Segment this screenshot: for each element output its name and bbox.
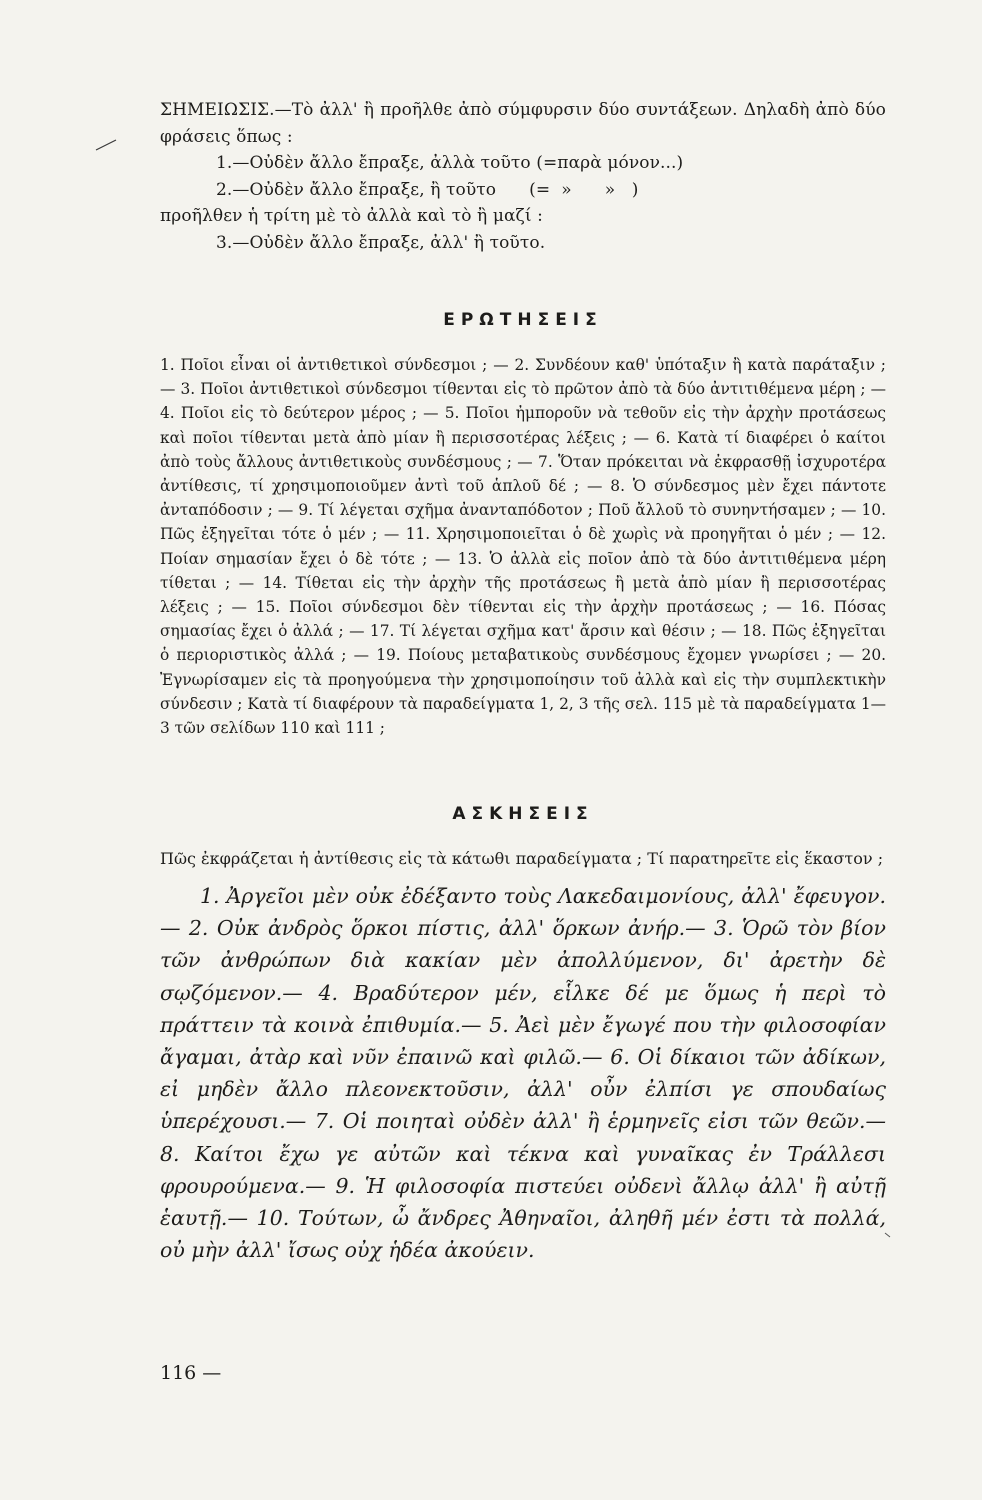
exercises-examples: 1. Ἀργεῖοι μὲν οὐκ ἐδέξαντο τοὺς Λακεδαιμονίους, ἀλλ' ἔφευγον.— 2. Οὐκ ἀνδρὸς ὅρκοι πίστις, ἀλλ' ὅρκων ἀνήρ.— 3. Ὁρῶ τὸν βίον τῶν ἀνθρώπων διὰ κακίαν μὲν ἀπολλύμενον, δι' ἀρετὴν δὲ σῳζόμενον.— 4. Βραδύτερον μέν, εἷλκε δέ με ὅμως ἡ περὶ τὸ πράττειν τὰ κοινὰ ἐπιθυμία.— 5. Ἀεὶ μὲν ἔγωγέ που τὴν φιλοσοφίαν ἄγαμαι, ἀτὰρ καὶ νῦν ἐπαινῶ καὶ φιλῶ.— 6. Οἱ δίκαιοι τῶν ἀδίκων, εἰ μηδὲν ἄλλο πλεονεκτοῦσιν, ἀλλ' οὖν ἐλπίσι γε σπουδαίως ὑπερέχουσι.— 7. Οἱ ποιηταὶ οὐδὲν ἀλλ' ἢ ἑρμηνεῖς εἰσι τῶν θεῶν.— 8. Καίτοι ἔχω γε αὐτῶν καὶ τέκνα καὶ γυναῖκας ἐν Τράλλεσι φρουρούμενα.— 9. Ἡ φιλοσοφία πιστεύει οὐδενὶ ἄλλῳ ἀλλ' ἢ αὐτῇ ἑαυτῇ.— 10. Τούτων, ὦ ἄνδρες Ἀθηναῖοι, ἀληθῆ μέν ἐστι τὰ πολλά, οὐ μὴν ἀλλ' ἴσως οὐχ ἡδέα ἀκούειν. xyxy=(160,884,886,1263)
note-section xyxy=(160,97,886,256)
questions-heading: ΕΡΩΤΗΣΕΙΣ xyxy=(443,310,603,330)
note-example-1: 1.—Οὐδὲν ἄλλο ἔπραξε, ἀλλὰ τοῦτο (=παρὰ μόνον...) xyxy=(216,153,684,173)
questions-text: 1. Ποῖοι εἶναι οἱ ἀντιθετικοὶ σύνδεσμοι ; — 2. Συνδέουν καθ' ὑπόταξιν ἢ κατὰ παράταξιν ; — 3. Ποῖοι ἀντιθετικοὶ σύνδεσμοι τίθενται εἰς τὸ πρῶτον ἀπὸ τὰ δύο ἀντιτιθέμενα μέρη ; — 4. Ποῖοι εἰς τὸ δεύτερον μέρος ; — 5. Ποῖοι ἠμποροῦν νὰ τεθοῦν εἰς τὴν ἀρχὴν προτάσεως καὶ ποῖοι τίθενται μετὰ ἀπὸ μίαν ἢ περισσοτέρας λέξεις ; — 6. Κατὰ τί διαφέρει ὁ καίτοι ἀπὸ τοὺς ἄλλους ἀντιθετικοὺς συνδέσμους ; — 7. Ὅταν πρόκειται νὰ ἐκφρασθῇ ἰσχυροτέρα ἀντίθεσις, τί χρησιμοποιοῦμεν ἀντὶ τοῦ ἁπλοῦ δέ ; — 8. Ὁ σύνδεσμος μὲν ἔχει πάντοτε ἀνταπόδοσιν ; — 9. Τί λέγεται σχῆμα ἀνανταπόδοτον ; Ποῦ ἄλλοῦ τὸ συνηντήσαμεν ; — 10. Πῶς ἐξηγεῖται τότε ὁ μέν ; — 11. Χρησιμοποιεῖται ὁ δὲ χωρὶς νὰ προηγῆται ὁ μέν ; — 12. Ποίαν σημασίαν ἔχει ὁ δὲ τότε ; — 13. Ὁ ἀλλὰ εἰς ποῖον ἀπὸ τὰ δύο ἀντιτιθέμενα μέρη τίθεται ; — 14. Τίθεται εἰς τὴν ἀρχὴν τῆς προτάσεως ἢ μετὰ ἀπὸ μίαν ἢ περισσοτέρας λέξεις ; — 15. Ποῖοι σύνδεσμοι δὲν τίθενται εἰς τὴν ἀρχὴν προτάσεως ; — 16. Πόσας σημασίας ἔχει ὁ ἀλλά ; — 17. Τί λέγεται σχῆμα κατ' ἄρσιν καὶ θέσιν ; — 18. Πῶς ἐξηγεῖται ὁ περιοριστικὸς ἀλλά ; — 19. Ποίους μεταβατικοὺς συνδέσμους ἔχομεν γνωρίσει ; — 20. Ἐγνωρίσαμεν εἰς τὰ προηγούμενα τὴν χρησιμοποίησιν τοῦ ἀλλὰ καὶ εἰς τὴν συμπλεκτικὴν σύνδεσιν ; Κατὰ τί διαφέρουν τὰ παραδείγματα 1, 2, 3 τῆς σελ. 115 μὲ τὰ παραδείγματα 1—3 τῶν σελίδων 110 καὶ 111 ; xyxy=(160,356,886,738)
note-intro: ΣΗΜΕΙΩΣΙΣ.—Τὸ ἀλλ' ἢ προῆλθε ἀπὸ σύμφυρσιν δύο συντάξεων. Δηλαδὴ ἀπὸ δύο φράσεις ὅπως : xyxy=(160,100,886,147)
note-example-3: 3.—Οὐδὲν ἄλλο ἔπραξε, ἀλλ' ἢ τοῦτο. xyxy=(216,232,546,253)
page-number: 116 — xyxy=(160,1362,222,1384)
pencil-tick-mark xyxy=(884,1232,892,1240)
page-content xyxy=(160,0,886,1500)
note-conclusion: προῆλθεν ἡ τρίτη μὲ τὸ ἀλλὰ καὶ τὸ ἢ μαζί : xyxy=(160,206,543,226)
exercises-intro: Πῶς ἐκφράζεται ἡ ἀντίθεσις εἰς τὰ κάτωθι παραδείγματα ; Τί παρατηρεῖτε εἰς ἕκαστον ; xyxy=(160,849,884,868)
pencil-margin-mark xyxy=(94,138,118,152)
note-example-2: 2.—Οὐδὲν ἄλλο ἔπραξε, ἢ τοῦτο (= » » ) xyxy=(216,179,639,200)
exercises-heading: ΑΣΚΗΣΕΙΣ xyxy=(452,804,594,824)
